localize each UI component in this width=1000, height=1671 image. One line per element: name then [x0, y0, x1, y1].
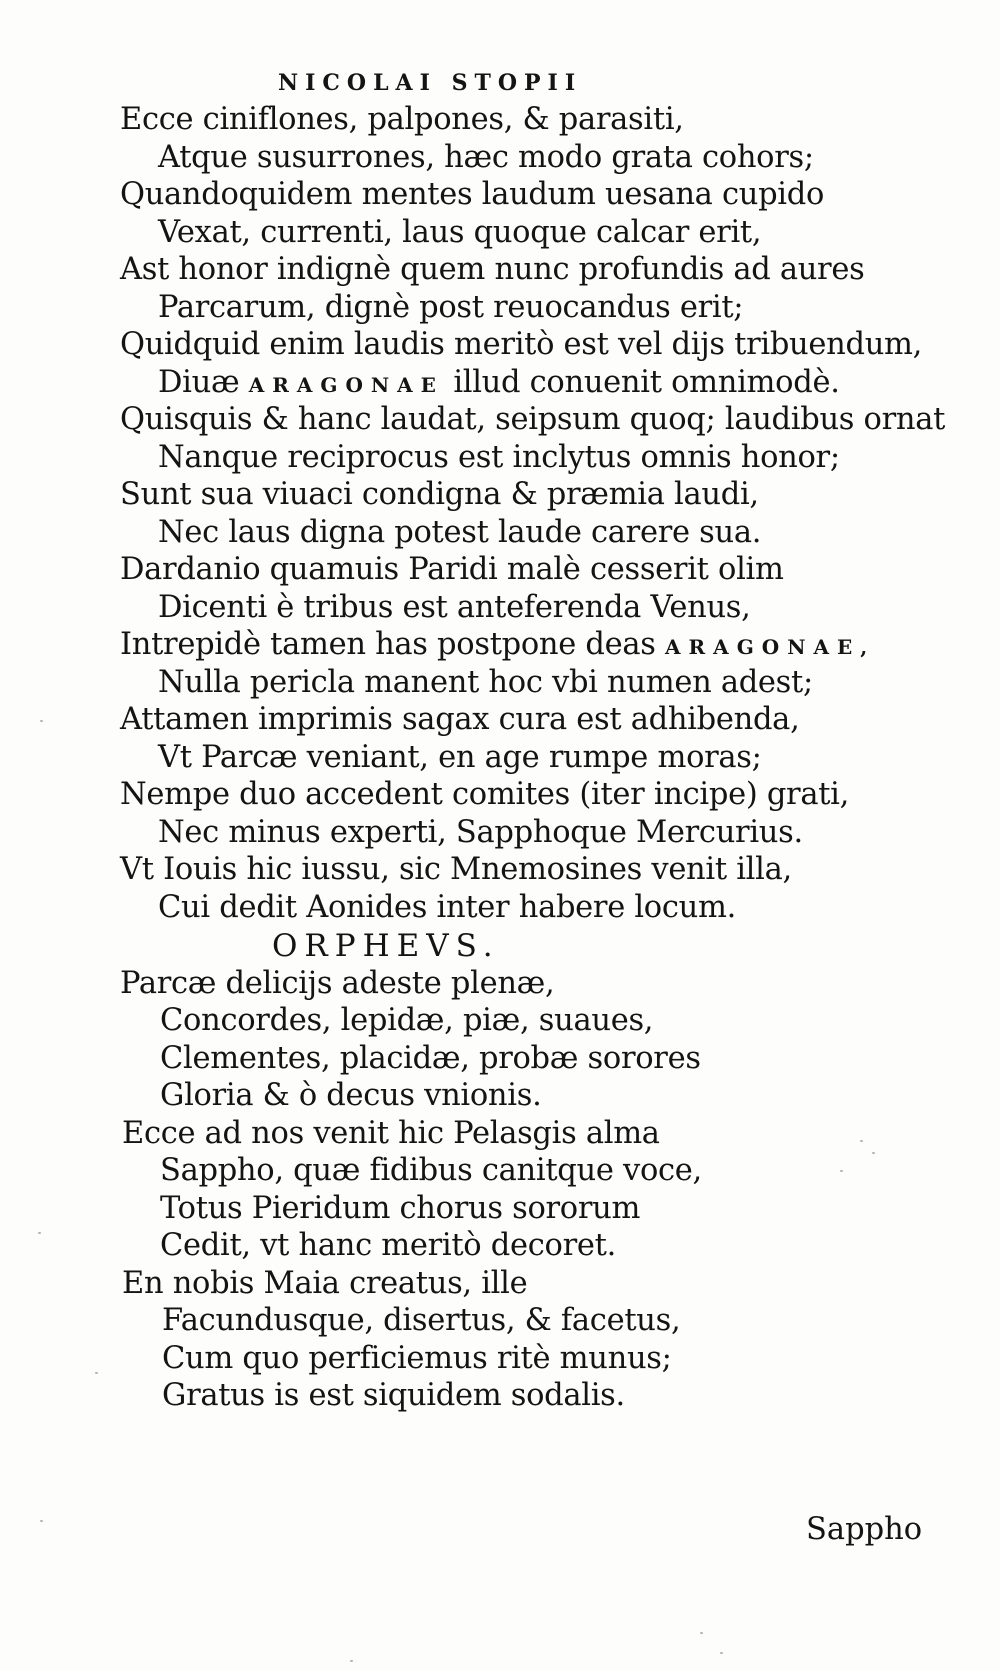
- verse-line: [272, 927, 500, 966]
- verse-line: [160, 1152, 702, 1190]
- verse-text: Cui dedit Aonides inter habere locum.: [158, 889, 737, 925]
- verse-line: [120, 965, 554, 1003]
- verse-line: [158, 739, 762, 777]
- verse-line: [160, 1077, 541, 1115]
- verse-text: Atque susurrones, hæc modo grata cohors;: [158, 139, 814, 175]
- verse-line: [158, 814, 803, 852]
- verse-line: [160, 1040, 701, 1078]
- verse-text: Sunt sua viuaci condigna & præmia laudi,: [120, 477, 759, 512]
- paper-speck: [38, 1232, 41, 1234]
- verse-line: [120, 851, 792, 889]
- verse-line: [120, 701, 799, 739]
- paper-speck: [840, 1170, 843, 1172]
- paper-speck: [40, 1520, 43, 1522]
- verse-line: [158, 289, 743, 327]
- verse-line: [122, 1115, 660, 1153]
- verse-line: [158, 214, 761, 252]
- verse-line: [160, 1002, 653, 1040]
- verse-line: [158, 889, 736, 927]
- speaker-heading: ORPHEVS.: [272, 928, 500, 964]
- verse-text: Ecce ad nos venit hic Pelasgis alma: [122, 1115, 660, 1151]
- verse-text: Parcarum, dignè post reuocandus erit;: [158, 289, 744, 325]
- verse-text: Diuæ: [158, 364, 249, 400]
- verse-text: En nobis Maia creatus, ille: [122, 1265, 528, 1301]
- paper-speck: [872, 1152, 875, 1154]
- verse-text: Nec laus digna potest laude carere sua.: [158, 514, 762, 550]
- verse-line: [120, 251, 864, 289]
- verse-line: [158, 439, 840, 477]
- verse-text: Dicenti è tribus est anteferenda Venus,: [158, 589, 751, 625]
- verse-text: Sappho, quæ fidibus canitque voce,: [160, 1153, 702, 1188]
- verse-line: [120, 401, 945, 439]
- verse-line: [162, 1377, 625, 1415]
- small-caps-name: ARAGONAE: [248, 372, 444, 397]
- verse-text: Ast honor indignè quem nunc profundis ad aures: [120, 252, 865, 287]
- verse-text: Ecce ciniflones, palpones, & parasiti,: [120, 102, 684, 137]
- verse-line: [158, 589, 751, 627]
- running-head: NICOLAI STOPII: [278, 70, 583, 96]
- verse-text: Facundusque, disertus, & facetus,: [162, 1303, 681, 1338]
- verse-text: Vexat, currenti, laus quoque calcar erit,: [158, 214, 762, 250]
- verse-line: [120, 551, 784, 589]
- verse-text: Gratus is est siquidem sodalis.: [162, 1378, 625, 1413]
- verse-text: Cum quo perficiemus ritè munus;: [162, 1340, 672, 1376]
- verse-text: Nulla pericla manent hoc vbi numen adest;: [158, 664, 813, 700]
- verse-line: [122, 1265, 527, 1303]
- verse-line: [162, 1302, 680, 1340]
- verse-text: Nempe duo accedent comites (iter incipe) grati,: [120, 777, 850, 812]
- verse-text: illud conuenit omnimodè.: [443, 364, 840, 400]
- verse-text: Dardanio quamuis Paridi malè cesserit olim: [120, 552, 784, 587]
- verse-line: [120, 476, 759, 514]
- paper-speck: [40, 720, 43, 722]
- verse-line: [120, 626, 875, 666]
- paper-speck: [860, 1140, 863, 1142]
- verse-text: Quisquis & hanc laudat, seipsum quoq; laudibus ornat: [120, 402, 946, 437]
- catchword: Sappho: [806, 1512, 923, 1547]
- paper-speck: [95, 1372, 98, 1374]
- verse-text: Clementes, placidæ, probæ sorores: [160, 1040, 701, 1076]
- verse-text: Totus Pieridum chorus sororum: [160, 1190, 641, 1226]
- small-caps-name: ARAGONAE,: [665, 635, 876, 659]
- verse-line: [120, 326, 922, 364]
- verse-text: Quidquid enim laudis meritò est vel dijs tribuendum,: [120, 327, 923, 362]
- verse-text: Intrepidè tamen has postpone deas: [120, 627, 666, 662]
- verse-text: Quandoquidem mentes laudum uesana cupido: [120, 177, 825, 212]
- verse-line: [120, 101, 684, 139]
- verse-text: Parcæ delicijs adeste plenæ,: [120, 965, 555, 1001]
- verse-text: Cedit, vt hanc meritò decoret.: [160, 1228, 616, 1263]
- verse-text: Gloria & ò decus vnionis.: [160, 1078, 542, 1113]
- verse-line: [162, 1340, 672, 1378]
- verse-line: [158, 664, 813, 702]
- verse-text: Attamen imprimis sagax cura est adhibenda,: [120, 702, 800, 737]
- verse-text: Vt Parcæ veniant, en age rumpe moras;: [158, 739, 762, 775]
- verse-line: [158, 364, 840, 404]
- paper-speck: [720, 1652, 723, 1654]
- verse-line: [160, 1227, 616, 1265]
- verse-text: Concordes, lepidæ, piæ, suaues,: [160, 1003, 654, 1038]
- verse-line: [120, 176, 824, 214]
- verse-line: [160, 1190, 640, 1228]
- paper-speck: [700, 1632, 703, 1634]
- verse-line: [158, 514, 761, 552]
- paper-speck: [350, 1660, 353, 1662]
- verse-text: Nanque reciprocus est inclytus omnis honor;: [158, 439, 840, 475]
- verse-line: [158, 139, 814, 177]
- verse-line: [120, 776, 849, 814]
- verse-text: Vt Iouis hic iussu, sic Mnemosines venit illa,: [120, 852, 792, 887]
- verse-text: Nec minus experti, Sapphoque Mercurius.: [158, 814, 803, 850]
